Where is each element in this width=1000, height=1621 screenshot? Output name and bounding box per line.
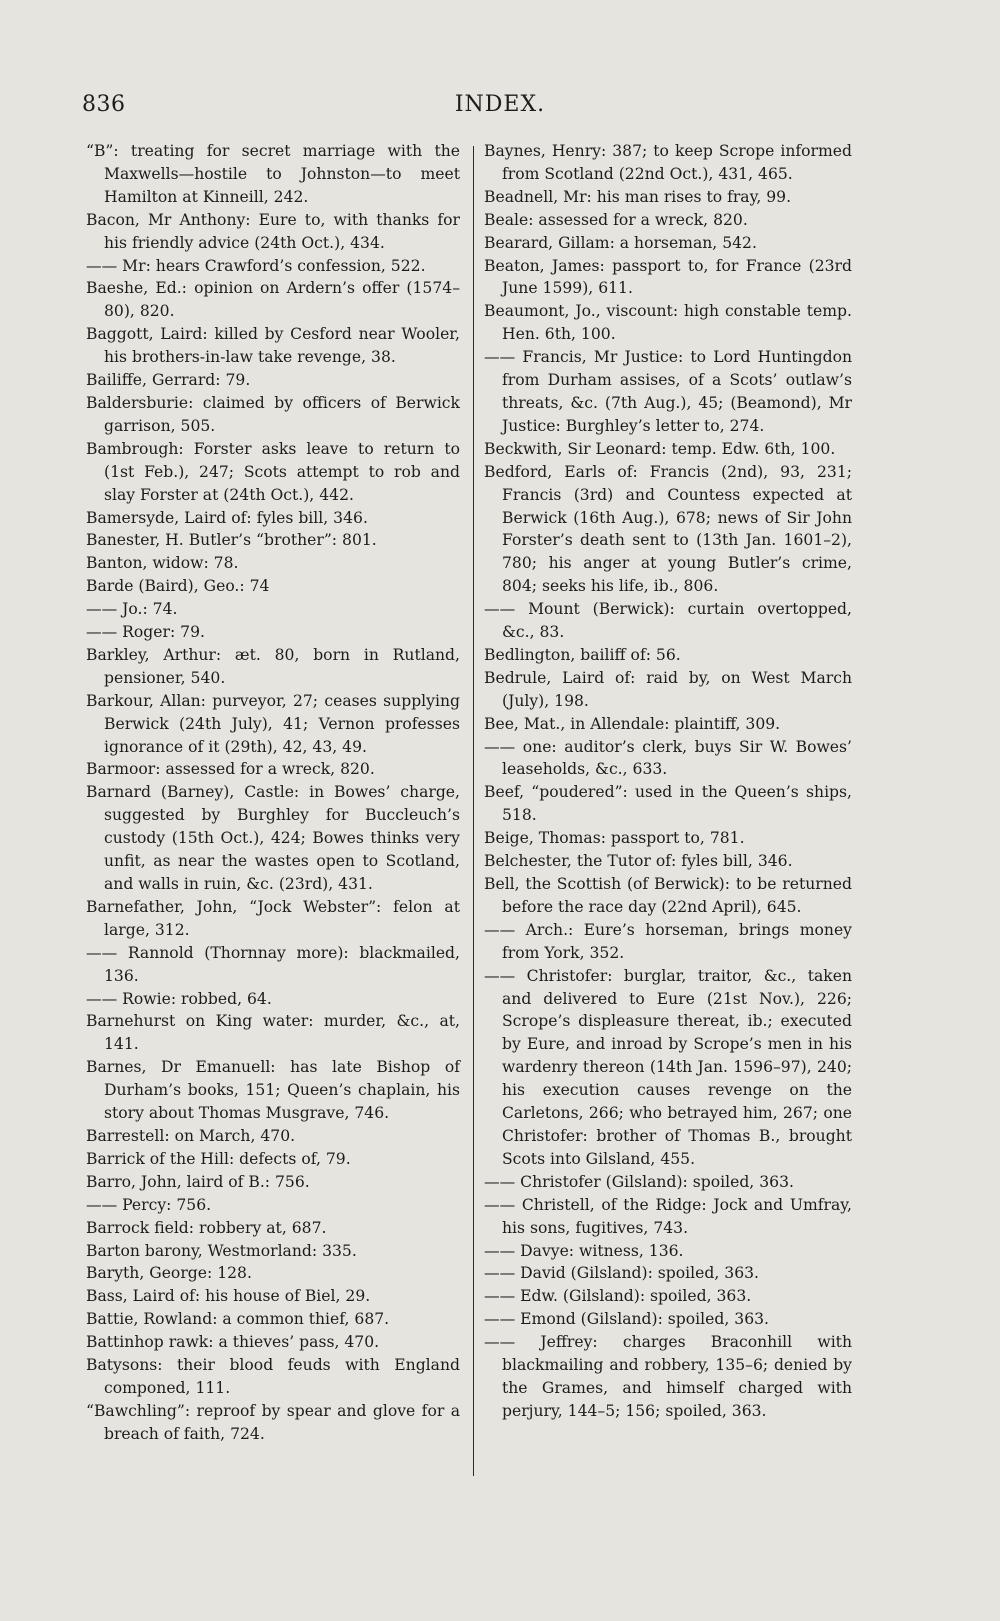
index-entry: Barnehurst on King water: murder, &c., at, 141.: [86, 1012, 460, 1054]
index-entry: Beige, Thomas: passport to, 781.: [484, 829, 745, 848]
index-entry: Battinhop rawk: a thieves’ pass, 470.: [86, 1333, 380, 1352]
running-title: INDEX.: [454, 92, 546, 117]
index-entry: Bacon, Mr Anthony: Eure to, with thanks for his friendly advice (24th Oct.), 434.: [86, 210, 460, 252]
index-entry: Baynes, Henry: 387; to keep Scrope informed from Scotland (22nd Oct.), 431, 465.: [484, 142, 852, 183]
index-entry: —— Christell, of the Ridge: Jock and Umfray, his sons, fugitives, 743.: [484, 1195, 852, 1237]
index-entry: Barrock field: robbery at, 687.: [86, 1218, 327, 1237]
index-entry: —— Christofer (Gilsland): spoiled, 363.: [484, 1172, 794, 1191]
index-entry: Barro, John, laird of B.: 756.: [86, 1172, 310, 1191]
index-entry: Banester, H. Butler’s “brother”: 801.: [86, 531, 377, 550]
index-entry: Barrestell: on March, 470.: [86, 1126, 296, 1145]
page-number: 836: [82, 92, 126, 117]
index-entry: Baldersburie: claimed by officers of Berwick garrison, 505.: [86, 393, 460, 435]
column-divider: [473, 146, 474, 1476]
left-index-column: [86, 140, 460, 1446]
index-entry: Barkley, Arthur: æt. 80, born in Rutland, pensioner, 540.: [86, 645, 460, 687]
index-entry: Bambrough: Forster asks leave to return to (1st Feb.), 247; Scots attempt to rob and slay Forster at (24th Oct.), 442.: [86, 439, 460, 504]
index-entry: —— Jeffrey: charges Braconhill with blackmailing and robbery, 135–6; denied by the Grames, and himself charged with perjury, 144–5; 156; spoiled, 363.: [484, 1333, 852, 1420]
index-entry: Barnes, Dr Emanuell: has late Bishop of Durham’s books, 151; Queen’s chaplain, his story about Thomas Musgrave, 746.: [86, 1058, 460, 1123]
index-entry: —— Jo.: 74.: [86, 600, 178, 619]
index-entry: Baryth, George: 128.: [86, 1264, 252, 1283]
index-entry: Beaton, James: passport to, for France (23rd June 1599), 611.: [484, 256, 852, 298]
index-entry: —— Arch.: Eure’s horseman, brings money from York, 352.: [484, 920, 852, 962]
index-entry: —— Roger: 79.: [86, 623, 205, 642]
index-entry: “B”: treating for secret marriage with the Maxwells—hostile to Johnston—to meet Hamilton at Kinneill, 242.: [86, 142, 460, 206]
index-entry: Bailiffe, Gerrard: 79.: [86, 371, 251, 390]
index-entry: —— Percy: 756.: [86, 1195, 212, 1214]
index-entry: Banton, widow: 78.: [86, 554, 239, 573]
index-entry: Barrick of the Hill: defects of, 79.: [86, 1149, 351, 1168]
index-entry: Batysons: their blood feuds with England componed, 111.: [86, 1356, 460, 1397]
index-entry: —— Rowie: robbed, 64.: [86, 989, 272, 1008]
index-entry: Barmoor: assessed for a wreck, 820.: [86, 760, 375, 779]
index-entry: Belchester, the Tutor of: fyles bill, 346.: [484, 852, 793, 871]
index-entry: Barde (Baird), Geo.: 74: [86, 577, 270, 596]
index-entry: Barton barony, Westmorland: 335.: [86, 1241, 357, 1260]
index-entry: Battie, Rowland: a common thief, 687.: [86, 1310, 390, 1329]
index-entry: Bell, the Scottish (of Berwick): to be returned before the race day (22nd April), 645.: [484, 875, 852, 916]
index-entry: —— Rannold (Thornnay more): blackmailed, 136.: [86, 943, 460, 985]
index-entry: Bass, Laird of: his house of Biel, 29.: [86, 1287, 371, 1306]
index-entry: Barnefather, John, “Jock Webster”: felon at large, 312.: [86, 897, 460, 939]
index-entry: Baeshe, Ed.: opinion on Ardern’s offer (1574–80), 820.: [86, 279, 460, 321]
index-entry: —— Mount (Berwick): curtain overtopped, &c., 83.: [484, 600, 852, 642]
index-entry: Beef, “poudered”: used in the Queen’s ships, 518.: [484, 783, 852, 825]
index-entry: Bearard, Gillam: a horseman, 542.: [484, 233, 757, 252]
index-entry: Beckwith, Sir Leonard: temp. Edw. 6th, 100.: [484, 439, 836, 458]
index-entry: Bedlington, bailiff of: 56.: [484, 645, 681, 664]
index-entry: Bedford, Earls of: Francis (2nd), 93, 231; Francis (3rd) and Countess expected at Berwick (16th Aug.), 678; news of Sir John Forster’s death sent to (13th Jan. 1601–2), 780; his anger at young Butler’s crime, 804; seeks his life, ib., 806.: [484, 462, 852, 596]
index-entry: Bee, Mat., in Allendale: plaintiff, 309.: [484, 714, 781, 733]
index-entry: “Bawchling”: reproof by spear and glove for a breach of faith, 724.: [86, 1401, 460, 1443]
index-entry: —— Davye: witness, 136.: [484, 1241, 684, 1260]
index-entry: —— Mr: hears Crawford’s confession, 522.: [86, 256, 426, 275]
index-entry: Barnard (Barney), Castle: in Bowes’ charge, suggested by Burghley for Buccleuch’s custody (15th Oct.), 424; Bowes thinks very unfit, as near the wastes open to Scotland, and walls in ruin, &c. (23rd), 431.: [86, 783, 460, 893]
index-entry: Bamersyde, Laird of: fyles bill, 346.: [86, 508, 368, 527]
index-entry: —— Christofer: burglar, traitor, &c., taken and delivered to Eure (21st Nov.), 226; Scrope’s displeasure thereat, ib.; executed by Eure, and inroad by Scrope’s men in his wardenry thereon (14th Jan. 1596–97), 240; his execution causes revenge on the Carletons, 266; who betrayed him, 267; one Christofer: brother of Thomas B., brought Scots into Gilsland, 455.: [484, 966, 852, 1168]
index-entry: Bedrule, Laird of: raid by, on West March (July), 198.: [484, 668, 852, 710]
right-index-column: [484, 140, 852, 1423]
index-entry: Baggott, Laird: killed by Cesford near Wooler, his brothers-in-law take revenge, 38.: [86, 325, 460, 367]
index-entry: Barkour, Allan: purveyor, 27; ceases supplying Berwick (24th July), 41; Vernon professes ignorance of it (29th), 42, 43, 49.: [86, 691, 460, 756]
index-entry: —— Francis, Mr Justice: to Lord Huntingdon from Durham assises, of a Scots’ outlaw’s threats, &c. (7th Aug.), 45; (Beamond), Mr Justice: Burghley’s letter to, 274.: [484, 348, 852, 435]
index-entry: —— David (Gilsland): spoiled, 363.: [484, 1264, 759, 1283]
index-entry: —— one: auditor’s clerk, buys Sir W. Bowes’ leaseholds, &c., 633.: [484, 737, 852, 779]
page-header: [82, 92, 918, 126]
index-entry: Beaumont, Jo., viscount: high constable temp. Hen. 6th, 100.: [484, 302, 852, 344]
index-entry: Beadnell, Mr: his man rises to fray, 99.: [484, 187, 792, 206]
index-entry: —— Emond (Gilsland): spoiled, 363.: [484, 1310, 769, 1329]
index-entry: —— Edw. (Gilsland): spoiled, 363.: [484, 1287, 752, 1306]
index-entry: Beale: assessed for a wreck, 820.: [484, 210, 748, 229]
